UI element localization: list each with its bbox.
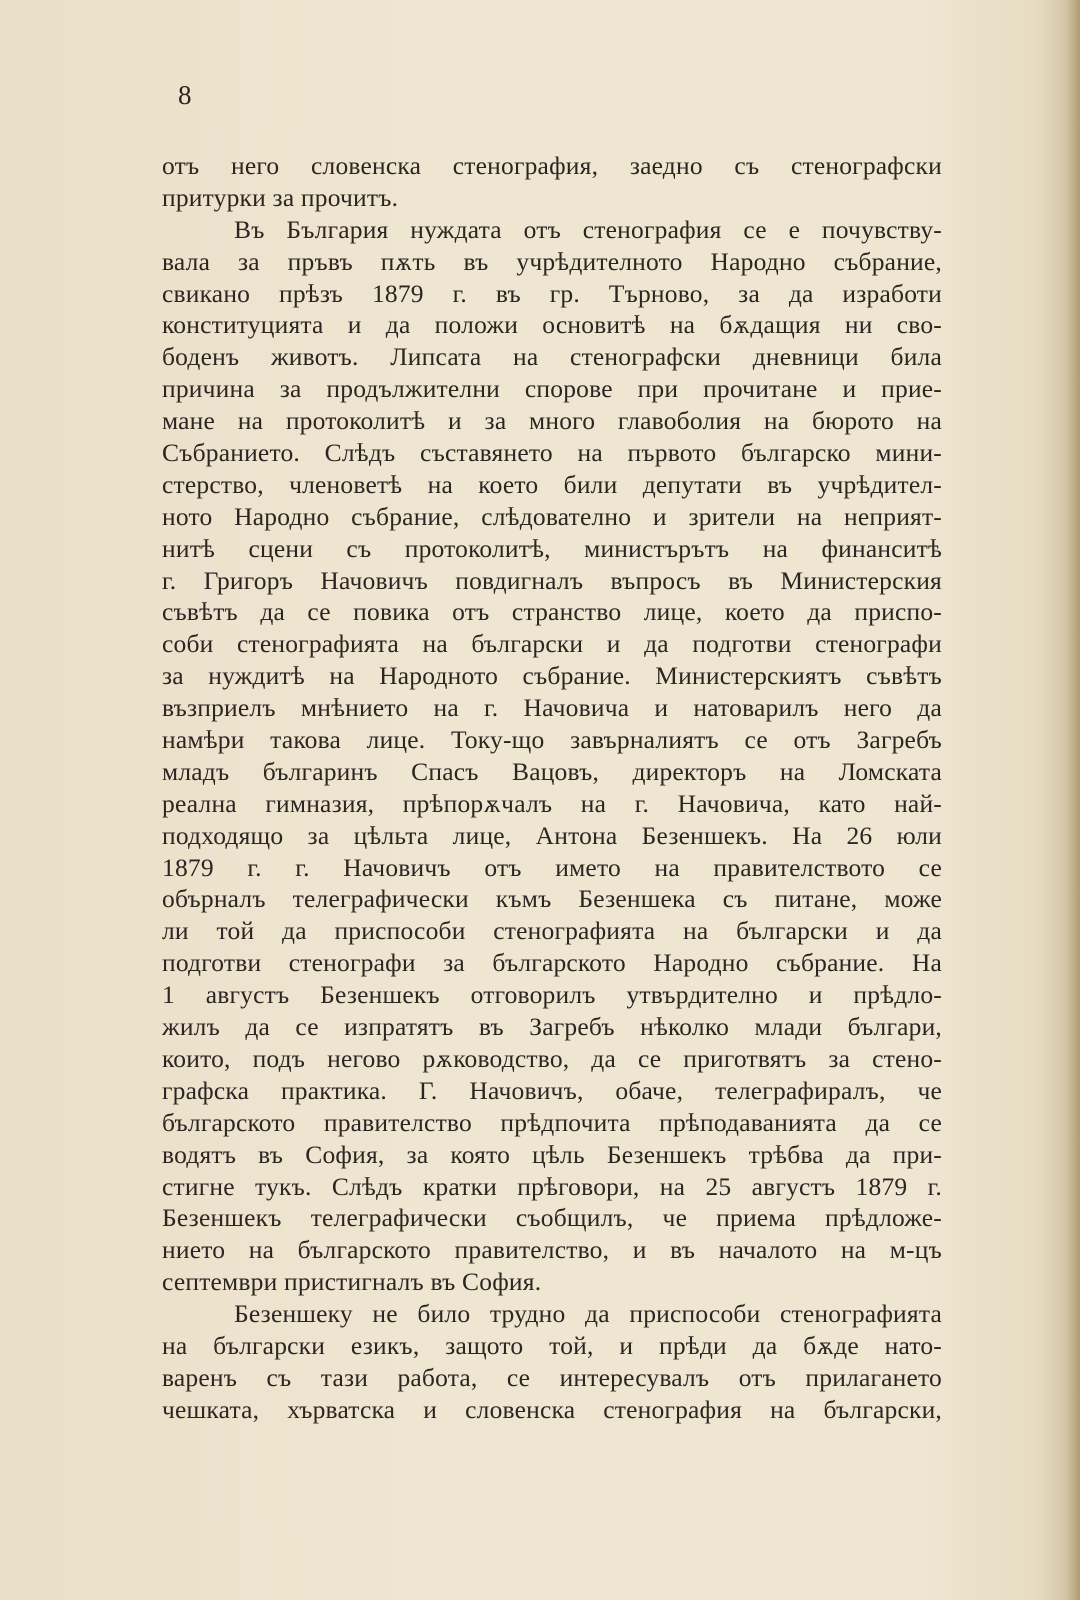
text-line: графска практика. Г. Начовичъ, обаче, телеграфиралъ, че: [162, 1075, 942, 1105]
text-line: отъ него словенска стенография, заедно съ стенографски: [162, 151, 942, 180]
text-line: които, подъ негово рѫководство, да се приготвятъ за стено-: [162, 1043, 942, 1073]
text-line: варенъ съ тази работа, се интересувалъ отъ прилагането: [162, 1362, 942, 1392]
text-line: съвѣтъ да се повика отъ странство лице, което да приспо-: [162, 597, 942, 627]
text-line: младъ българинъ Спасъ Вацовъ, директоръ на Ломската: [162, 756, 942, 786]
text-line: ли той да приспособи стенографията на български и да: [162, 916, 942, 946]
text-line: реална гимназия, прѣпорѫчалъ на г. Начовича, като най-: [162, 788, 942, 818]
text-line: нитѣ сцени съ протоколитѣ, министърътъ на финанситѣ: [162, 533, 942, 563]
text-line: стерство, членоветѣ на което били депутати въ учрѣдител-: [162, 469, 942, 499]
text-line: подходящо за цѣльта лице, Антона Безеншекъ. На 26 юли: [162, 820, 942, 850]
text-line: соби стенографията на български и да подготви стенографи: [162, 629, 942, 659]
text-line: намѣри такова лице. Току-що завърналиятъ се отъ Загребъ: [162, 725, 942, 755]
text-line: септември пристигналъ въ София.: [162, 1267, 542, 1297]
text-line: Безеншекъ телеграфически съобщилъ, че приема прѣдложе-: [162, 1203, 942, 1233]
text-line: Безеншеку не било трудно да приспособи стенографията: [234, 1299, 942, 1329]
text-line: жилъ да се изпратятъ въ Загребъ нѣколко млади българи,: [162, 1012, 942, 1042]
text-line: водятъ въ София, за която цѣль Безеншекъ трѣбва да при-: [162, 1139, 942, 1169]
text-line: подготви стенографи за българското Народно събрание. На: [162, 948, 942, 978]
text-line: възприелъ мнѣнието на г. Начовича и натоварилъ него да: [162, 693, 942, 723]
text-line: конституцията и да положи основитѣ на бѫдащия ни сво-: [162, 310, 942, 340]
page-edge-shadow: [1066, 0, 1080, 1600]
page-number: 8: [178, 80, 192, 110]
text-line: свикано прѣзъ 1879 г. въ гр. Търново, за да изработи: [162, 278, 942, 308]
text-line: боденъ животъ. Липсата на стенографски дневници била: [162, 342, 942, 372]
text-line: ното Народно събрание, слѣдователно и зрители на неприят-: [162, 501, 942, 531]
text-line: нието на българското правителство, и въ началото на м-цъ: [162, 1235, 942, 1265]
text-line: чешката, хърватска и словенска стенография на български,: [162, 1394, 942, 1424]
text-line: стигне тукъ. Слѣдъ кратки прѣговори, на 25 августъ 1879 г.: [162, 1171, 942, 1201]
text-line: вала за пръвъ пѫть въ учрѣдителното Народно събрание,: [162, 246, 942, 276]
paragraph: [162, 150, 942, 214]
text-line: 1 августъ Безеншекъ отговорилъ утвърдително и прѣдло-: [162, 980, 942, 1010]
text-line: мане на протоколитѣ и за много главоболия на бюрото на: [162, 406, 942, 436]
text-line: причина за продължителни спорове при прочитане и прие-: [162, 374, 942, 404]
paragraph: [162, 1298, 942, 1426]
text-line: обърналъ телеграфически къмъ Безеншека съ питане, може: [162, 884, 942, 914]
text-line: притурки за прочитъ.: [162, 182, 399, 212]
body-text: [162, 150, 942, 1426]
text-line: за нуждитѣ на Народното събрание. Министерскиятъ съвѣтъ: [162, 661, 942, 691]
text-line: българското правителство прѣдпочита прѣподаванията да се: [162, 1107, 942, 1137]
text-line: 1879 г. г. Начовичъ отъ името на правителството се: [162, 852, 942, 882]
text-line: на български езикъ, защото той, и прѣди да бѫде нато-: [162, 1330, 942, 1360]
paragraph: [162, 214, 942, 1298]
text-line: г. Григоръ Начовичъ повдигналъ въпросъ въ Министерския: [162, 565, 942, 595]
text-line: Събранието. Слѣдъ съставянето на първото българско мини-: [162, 438, 942, 468]
text-line: Въ България нуждата отъ стенография се е почувству-: [234, 214, 942, 244]
